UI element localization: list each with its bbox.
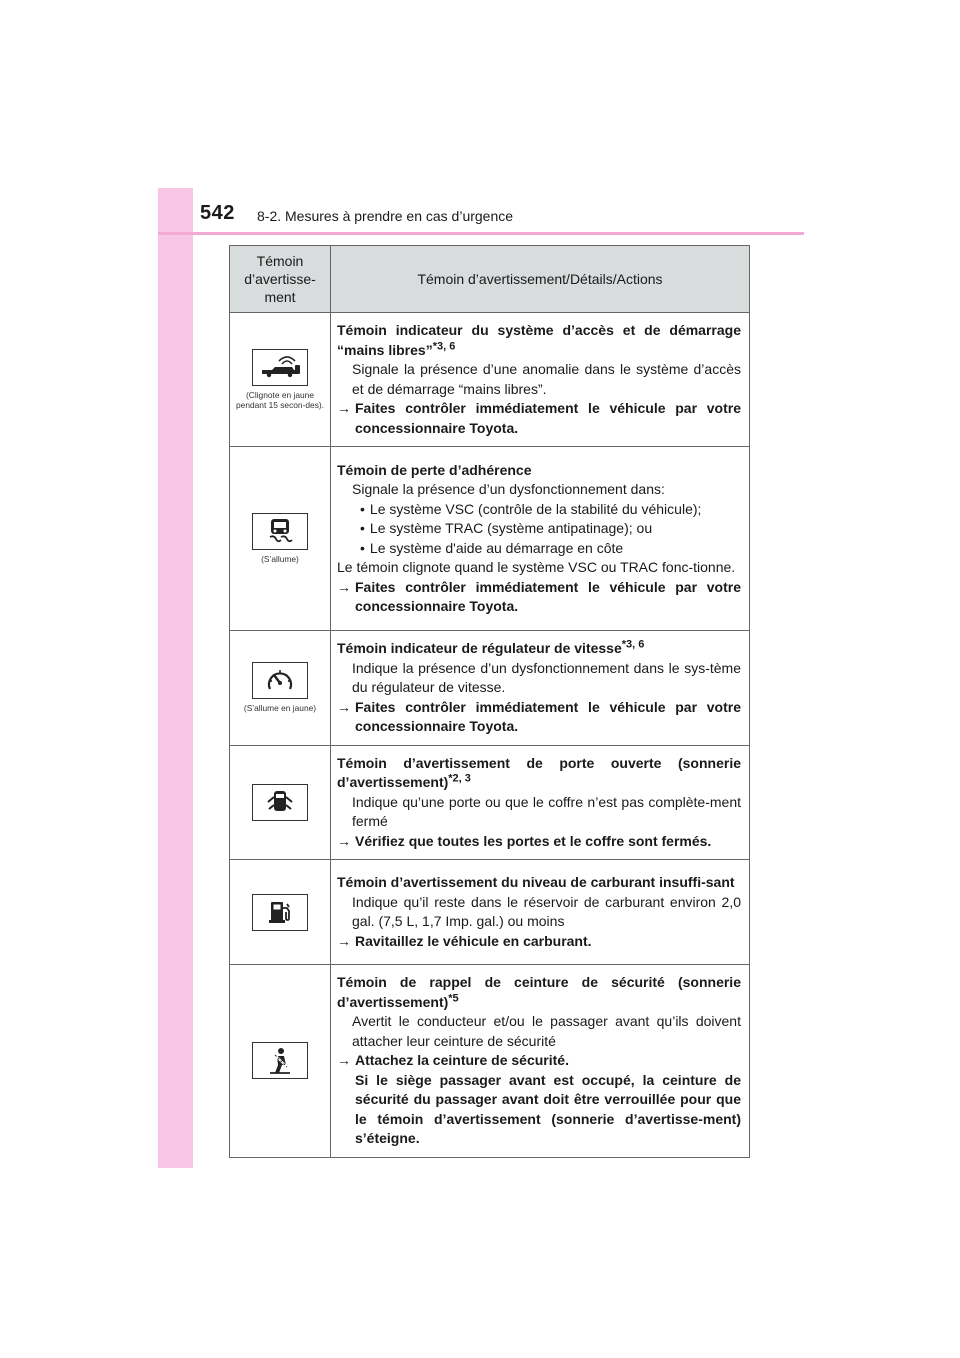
icon-cell	[230, 860, 331, 965]
table-row	[230, 631, 750, 746]
warning-action: → Faites contrôler immédiatement le véhicule par votre concessionnaire Toyota.	[337, 698, 741, 734]
icon-note: (S’allume)	[261, 553, 299, 564]
warning-title: Témoin d’avertissement du niveau de carburant insuffi-sant	[337, 874, 735, 890]
table-row	[230, 447, 750, 631]
table-row	[230, 313, 750, 447]
page-number: 542	[200, 202, 235, 224]
warning-detail: Signale la présence d’une anomalie dans le système d’accès et de démarrage “mains libres”.	[352, 361, 741, 397]
warning-action: → Faites contrôler immédiatement le véhicule par votre concessionnaire Toyota.	[337, 578, 741, 614]
details-cell	[331, 313, 750, 447]
details-cell	[331, 631, 750, 746]
column-header-details: Témoin d’avertissement/Détails/Actions	[331, 246, 750, 313]
table-row	[230, 745, 750, 860]
icon-note: (Clignote en jaune pendant 15 secon-des).	[236, 390, 324, 410]
seat-belt-icon	[252, 1042, 308, 1079]
warning-detail: Indique qu’une porte ou que le coffre n’est pas complète-ment fermé	[352, 793, 741, 829]
details-cell	[331, 447, 750, 631]
list-item: • Le système d'aide au démarrage en côte	[352, 539, 741, 559]
icon-cell	[230, 631, 331, 746]
bullet-list	[337, 500, 741, 559]
warning-lights-table	[229, 245, 750, 1158]
smart-key-system-icon	[252, 349, 308, 386]
table-row	[230, 965, 750, 1158]
warning-action: → Vérifiez que toutes les portes et le coffre sont fermés.	[337, 832, 712, 849]
icon-cell	[230, 313, 331, 447]
list-item: • Le système TRAC (système antipatinage); ou	[352, 519, 741, 539]
warning-action: → Faites contrôler immédiatement le véhicule par votre concessionnaire Toyota.	[337, 400, 741, 436]
slip-indicator-icon	[252, 513, 308, 550]
details-cell	[331, 860, 750, 965]
warning-title: Témoin d’avertissement de porte ouverte (sonnerie d’avertissement)$^{*2, 3}$	[337, 754, 741, 790]
chapter-side-tab	[158, 188, 193, 1168]
open-door-icon	[252, 784, 308, 821]
column-header-icon: Témoin d’avertisse-ment	[230, 246, 331, 313]
warning-action: → Ravitaillez le véhicule en carburant.	[337, 932, 592, 949]
warning-title: Témoin indicateur de régulateur de vitesse$^{*3, 6}$	[337, 638, 645, 656]
warning-title: Témoin indicateur du système d’accès et de démarrage “mains libres”$^{*3, 6}$	[337, 322, 741, 358]
table-header-row	[230, 246, 750, 313]
cruise-control-icon	[252, 662, 308, 699]
header-rule	[158, 232, 804, 235]
warning-action: → Attachez la ceinture de sécurité.	[337, 1052, 569, 1068]
warning-title: Témoin de rappel de ceinture de sécurité (sonnerie d’avertissement)$^{*5}$	[337, 974, 741, 1010]
warning-detail: Avertit le conducteur et/ou le passager avant qu’ils doivent attacher leur ceinture de sécurité	[352, 1013, 741, 1049]
section-title: 8-2. Mesures à prendre en cas d’urgence	[257, 208, 514, 224]
warning-detail: Indique qu’il reste dans le réservoir de carburant environ 2,0 gal. (7,5 L, 1,7 Imp. gal.) ou moins	[352, 893, 741, 929]
warning-action-note: Si le siège passager avant est occupé, la ceinture de sécurité du passager avant doit être verrouillée pour que le témoin d’avertissement (sonnerie d’avertisse-ment) s’éteigne.	[355, 1071, 741, 1146]
warning-detail: Indique la présence d’un dysfonctionnement dans le sys-tème du régulateur de vitesse.	[352, 659, 741, 695]
warning-detail-extra: Le témoin clignote quand le système VSC ou TRAC fonc-tionne.	[337, 559, 736, 575]
warning-title: Témoin de perte d’adhérence	[337, 461, 532, 478]
icon-cell	[230, 447, 331, 631]
icon-cell	[230, 965, 331, 1158]
details-cell	[331, 745, 750, 860]
table-row	[230, 860, 750, 965]
low-fuel-icon	[252, 894, 308, 931]
icon-note: (S’allume en jaune)	[243, 703, 317, 713]
details-cell	[331, 965, 750, 1158]
warning-detail: Signale la présence d’un dysfonctionnement dans:	[352, 481, 665, 497]
list-item: • Le système VSC (contrôle de la stabilité du véhicule);	[352, 500, 741, 520]
icon-cell	[230, 745, 331, 860]
